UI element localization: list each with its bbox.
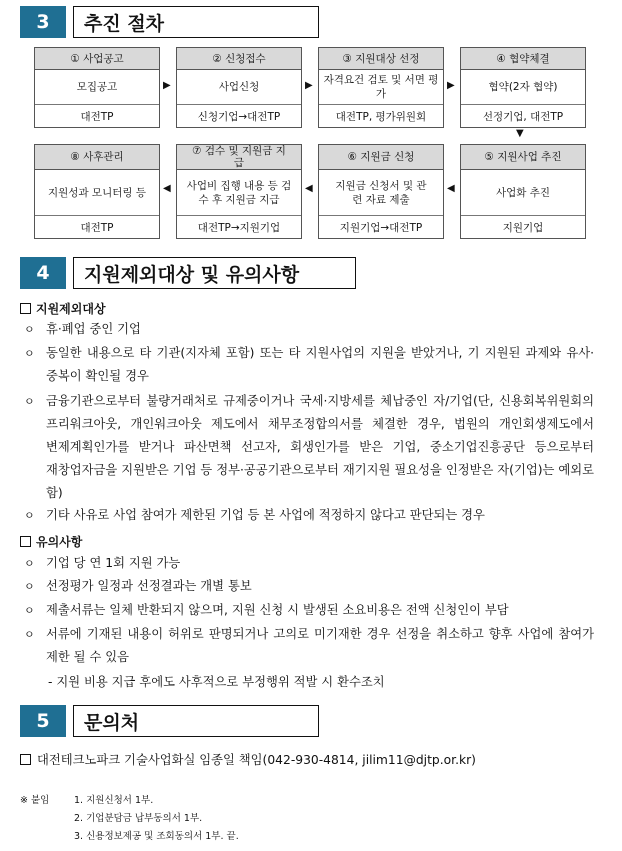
arrow-right-icon: ▶ — [305, 80, 313, 91]
contact-info — [20, 750, 476, 768]
step-owner: 대전TP→지원기업 — [197, 221, 281, 234]
step-head: ④ 협약체결 — [461, 48, 585, 70]
arrow-down-icon: ▼ — [516, 128, 524, 139]
process-step-4 — [460, 47, 586, 128]
exclusion-heading — [20, 300, 106, 317]
square-bullet-icon — [20, 303, 31, 314]
attachment-item: 1. 지원신청서 1부. — [74, 795, 154, 806]
list-item: ㅇ 서류에 기재된 내용이 허위로 판명되거나 고의로 미기재한 경우 선정을 취소하고 향후 사업에 참여가 제한 될 수 있음 — [24, 623, 594, 669]
process-step-1 — [34, 47, 160, 128]
step-content: 지원금 신청서 및 관련 자료 제출 — [319, 170, 443, 216]
section-3-header — [20, 6, 319, 38]
step-owner: 지원기업 — [502, 221, 544, 234]
process-step-6 — [318, 144, 444, 239]
step-head: ⑦ 검수 및 지원금 지급 — [177, 145, 301, 170]
step-head: ③ 지원대상 선정 — [319, 48, 443, 70]
attachment-label: ※ 붙임 — [20, 795, 50, 806]
list-item: ㅇ 휴·폐업 중인 기업 — [24, 318, 594, 341]
arrow-left-icon: ◀ — [305, 183, 313, 194]
section-title: 문의처 — [73, 705, 319, 737]
step-owner: 신청기업→대전TP — [197, 110, 281, 123]
section-number: 5 — [20, 705, 66, 737]
step-content: 협약(2자 협약) — [461, 70, 585, 105]
arrow-right-icon: ▶ — [163, 80, 171, 91]
list-item: ㅇ 동일한 내용으로 타 기관(지자체 포함) 또는 타 지원사업의 지원을 받았거나, 기 지원된 과제와 유사·중복이 확인될 경우 — [24, 342, 594, 388]
step-head: ⑤ 지원사업 추진 — [461, 145, 585, 170]
step-owner: 대전TP — [80, 221, 114, 234]
circle-bullet-icon: ㅇ — [24, 395, 35, 408]
process-step-2 — [176, 47, 302, 128]
step-content: 사업신청 — [177, 70, 301, 105]
circle-bullet-icon: ㅇ — [24, 580, 35, 593]
heading-text: 유의사항 — [36, 535, 83, 549]
step-content: 지원성과 모니터링 등 — [35, 170, 159, 216]
circle-bullet-icon: ㅇ — [24, 509, 35, 522]
circle-bullet-icon: ㅇ — [24, 557, 35, 570]
step-content: 사업화 추진 — [461, 170, 585, 216]
contact-text: 대전테크노파크 기술사업화실 임종일 책임(042-930-4814, jilim11@djtp.or.kr) — [37, 753, 476, 767]
step-content: 사업비 집행 내용 등 검수 후 지원금 지급 — [177, 170, 301, 216]
attachment-item: 3. 신용정보제공 및 조회동의서 1부. 끝. — [74, 831, 239, 842]
step-owner: 선정기업, 대전TP — [482, 110, 564, 123]
list-item: ㅇ 금융기관으로부터 불량거래처로 규제중이거나 국세·지방세를 체납중인 자/기업(단, 신용회복위원회의 프리워크아웃, 개인워크아웃 제도에서 채무조정합의서를 체결한 경우, 법원의 개인회생제도에서 변제계획인가를 받거나 파산면책 선고자, 회생인가를 받은 기업, 중소기업진흥공단 등으로부터 재창업자금을 지원받은 기업 등 정부·공공기관으로부터 재기지원 필요성을 인정받은 자(기업)는 예외로 함) — [24, 390, 594, 505]
list-item: ㅇ 기타 사유로 사업 참여가 제한된 기업 등 본 사업에 적정하지 않다고 판단되는 경우 — [24, 504, 594, 527]
sub-note: - 지원 비용 지급 후에도 사후적으로 부정행위 적발 시 환수조치 — [48, 675, 385, 689]
step-head: ⑥ 지원금 신청 — [319, 145, 443, 170]
section-title: 지원제외대상 및 유의사항 — [73, 257, 356, 289]
arrow-right-icon: ▶ — [447, 80, 455, 91]
section-4-header — [20, 257, 356, 289]
process-step-5 — [460, 144, 586, 239]
step-head: ② 신청접수 — [177, 48, 301, 70]
list-item: ㅇ 제출서류는 일체 반환되지 않으며, 지원 신청 시 발생된 소요비용은 전액 신청인이 부담 — [24, 599, 594, 622]
attachment-item: 2. 기업분담금 납부동의서 1부. — [74, 813, 203, 824]
list-item: ㅇ 기업 당 연 1회 지원 가능 — [24, 552, 594, 575]
process-step-3 — [318, 47, 444, 128]
square-bullet-icon — [20, 754, 31, 765]
step-content: 자격요건 검토 및 서면 평가 — [319, 70, 443, 105]
circle-bullet-icon: ㅇ — [24, 347, 35, 360]
section-title: 추진 절차 — [73, 6, 319, 38]
circle-bullet-icon: ㅇ — [24, 628, 35, 641]
step-owner: 대전TP, 평가위원회 — [335, 110, 427, 123]
arrow-left-icon: ◀ — [163, 183, 171, 194]
circle-bullet-icon: ㅇ — [24, 604, 35, 617]
process-step-7 — [176, 144, 302, 239]
process-step-8 — [34, 144, 160, 239]
step-head: ⑧ 사후관리 — [35, 145, 159, 170]
step-owner: 지원기업→대전TP — [339, 221, 423, 234]
notes-heading — [20, 533, 82, 550]
section-number: 4 — [20, 257, 66, 289]
arrow-left-icon: ◀ — [447, 183, 455, 194]
square-bullet-icon — [20, 536, 31, 547]
circle-bullet-icon: ㅇ — [24, 323, 35, 336]
step-owner: 대전TP — [80, 110, 114, 123]
list-item: ㅇ 선정평가 일정과 선정결과는 개별 통보 — [24, 575, 594, 598]
step-content: 모집공고 — [35, 70, 159, 105]
section-5-header — [20, 705, 319, 737]
step-head: ① 사업공고 — [35, 48, 159, 70]
heading-text: 지원제외대상 — [36, 302, 106, 316]
section-number: 3 — [20, 6, 66, 38]
